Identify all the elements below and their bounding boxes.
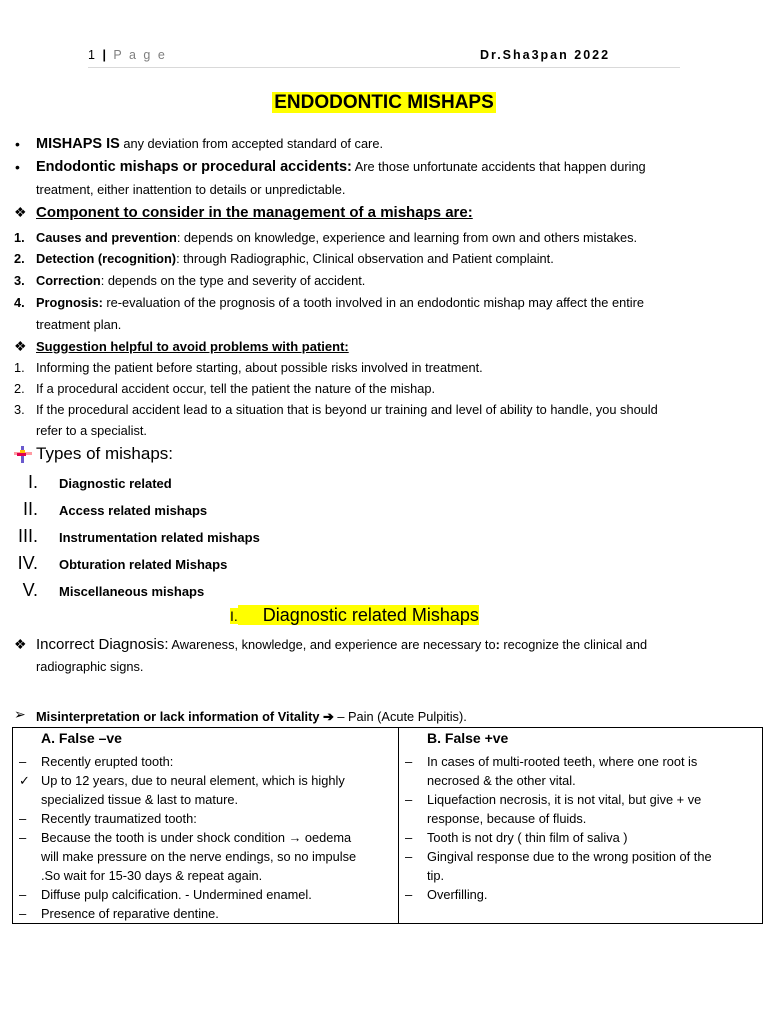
list-item: Causes and prevention: depends on knowledge, experience and learning from own and others mistakes. — [36, 230, 638, 245]
table-item-text: Up to 12 years, due to neural element, which is highly — [41, 773, 345, 788]
list-number: 4. — [14, 295, 25, 310]
false-positive-list — [399, 752, 762, 904]
table-list-item — [13, 752, 398, 771]
page-number: 1 — [88, 48, 97, 62]
column-header: B. False +ve — [427, 730, 509, 746]
table-item-text: necrosed & the other vital. — [427, 773, 576, 788]
list-number: 3. — [14, 273, 25, 288]
pushpin-bullet-icon — [12, 446, 34, 467]
table-item-text: Presence of reparative dentine. — [41, 906, 219, 921]
table-item-text: .So wait for 15-30 days & repeat again. — [41, 868, 263, 883]
section-heading: Diagnostic related Mishaps — [262, 605, 479, 625]
type-item: Access related mishaps — [59, 503, 208, 518]
table-item-text: response, because of fluids. — [427, 811, 587, 826]
dash-bullet: – — [405, 887, 413, 902]
header-divider — [88, 67, 680, 68]
table-list-item — [13, 809, 398, 828]
misinterpretation-line: Misinterpretation or lack information of Vitality ➔ – Pain (Acute Pulpitis). — [36, 709, 467, 724]
false-results-table — [12, 727, 763, 924]
roman-numeral: II. — [22, 499, 38, 519]
page-word: P a g e — [113, 48, 167, 62]
list-number: 1. — [14, 360, 25, 375]
false-negative-column — [13, 728, 399, 924]
dash-bullet: – — [19, 887, 27, 902]
document-title: ENDODONTIC MISHAPS — [274, 92, 494, 113]
author-label: Dr.Sha3pan 2022 — [480, 48, 611, 62]
page-number-label — [88, 48, 167, 62]
list-item: Informing the patient before starting, about possible risks involved in treatment. — [36, 360, 483, 375]
section-number: I. — [230, 608, 238, 624]
incorrect-diagnosis-cont: radiographic signs. — [36, 659, 144, 674]
table-list-item — [13, 771, 398, 809]
dash-bullet: – — [405, 792, 413, 807]
type-item: Obturation related Mishaps — [59, 557, 228, 572]
table-item-text: Because the tooth is under shock condition → oedema — [41, 830, 352, 845]
table-item-text: Tooth is not dry ( thin film of saliva ) — [427, 830, 628, 845]
list-item: If a procedural accident occur, tell the patient the nature of the mishap. — [36, 381, 436, 396]
roman-numeral: I. — [27, 472, 38, 492]
type-item: Miscellaneous mishaps — [59, 584, 205, 599]
diamond-bullet-icon: ❖ — [14, 636, 27, 652]
intro-mishaps-def: MISHAPS IS any deviation from accepted standard of care. — [36, 136, 383, 152]
table-list-item — [399, 752, 762, 790]
table-list-item — [399, 885, 762, 904]
table-item-text: In cases of multi-rooted teeth, where one root is — [427, 754, 698, 769]
roman-numeral: III. — [17, 526, 38, 546]
list-item: Correction: depends on the type and severity of accident. — [36, 273, 366, 288]
list-number: 1. — [14, 230, 25, 245]
type-item: Diagnostic related — [59, 476, 172, 491]
table-list-item — [399, 828, 762, 847]
bullet-dot: • — [15, 136, 20, 152]
list-item: If the procedural accident lead to a situation that is beyond ur training and level of ability to handle, you should — [36, 402, 658, 417]
components-heading: Component to consider in the management of a mishaps are: — [36, 204, 473, 221]
table-item-text: Gingival response due to the wrong position of the — [427, 849, 712, 864]
table-item-text: Recently erupted tooth: — [41, 754, 174, 769]
table-item-text: Liquefaction necrosis, it is not vital, but give + ve — [427, 792, 702, 807]
table-list-item — [13, 904, 398, 923]
section-title — [230, 605, 479, 626]
dash-bullet: – — [19, 906, 27, 921]
list-item: Detection (recognition): through Radiographic, Clinical observation and Patient complaint. — [36, 251, 554, 266]
table-list-item — [399, 847, 762, 885]
table-item-text: specialized tissue & last to mature. — [41, 792, 239, 807]
list-item-cont: treatment plan. — [36, 317, 122, 332]
table-list-item — [13, 885, 398, 904]
table-item-text: Diffuse pulp calcification. - Undermined enamel. — [41, 887, 312, 902]
diamond-bullet-icon: ❖ — [14, 204, 27, 220]
roman-numeral: IV. — [17, 553, 38, 573]
dash-bullet: – — [405, 849, 413, 864]
incorrect-diagnosis: Incorrect Diagnosis: Awareness, knowledge, and experience are necessary to: recognize the clinical and — [36, 636, 648, 653]
table-list-item — [399, 790, 762, 828]
table-list-item — [13, 828, 398, 885]
arrow-bullet-icon: ➢ — [14, 706, 26, 722]
table-item-text: tip. — [427, 868, 445, 883]
bullet-dot: • — [15, 159, 20, 175]
diamond-bullet-icon: ❖ — [14, 338, 27, 354]
suggestion-heading: Suggestion helpful to avoid problems with patient: — [36, 339, 349, 354]
false-positive-column — [399, 728, 763, 924]
table-item-text: will make pressure on the nerve endings, so no impulse — [41, 849, 357, 864]
dash-bullet: – — [19, 830, 27, 845]
page-separator: | — [102, 48, 108, 62]
dash-bullet: – — [19, 811, 27, 826]
dash-bullet: – — [405, 754, 413, 769]
list-item: Prognosis: re-evaluation of the prognosis of a tooth involved in an endodontic mishap may affect the entire — [36, 295, 644, 310]
intro-procedural-cont: treatment, either inattention to details or unpredictable. — [36, 182, 346, 197]
list-number: 2. — [14, 251, 25, 266]
dash-bullet: – — [19, 754, 27, 769]
list-item-cont: refer to a specialist. — [36, 423, 147, 438]
column-header: A. False –ve — [41, 730, 122, 746]
table-item-text: Overfilling. — [427, 887, 488, 902]
dash-bullet: – — [405, 830, 413, 845]
list-number: 3. — [14, 402, 25, 417]
table-item-text: Recently traumatized tooth: — [41, 811, 197, 826]
roman-numeral: V. — [22, 580, 38, 600]
false-negative-list — [13, 752, 398, 923]
list-number: 2. — [14, 381, 25, 396]
types-heading: Types of mishaps: — [36, 444, 174, 463]
checkmark-icon: ✓ — [19, 773, 30, 788]
intro-procedural-def: Endodontic mishaps or procedural accidents: Are those unfortunate accidents that happen during — [36, 159, 646, 175]
type-item: Instrumentation related mishaps — [59, 530, 260, 545]
